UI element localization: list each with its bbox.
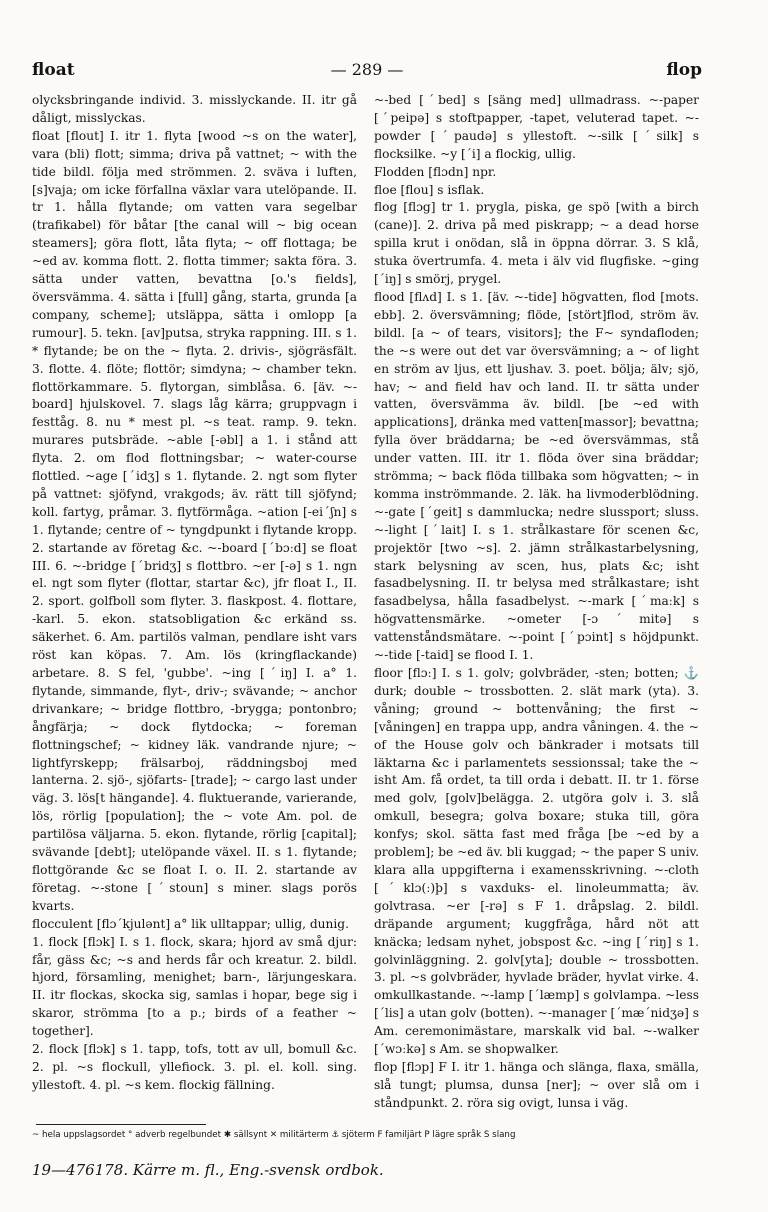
footnote-divider bbox=[36, 1124, 206, 1125]
entry-flop: flop [flɔp] F I. itr 1. hänga och slänga, flaxa, smälla, slå tungt; plumsa, dunsa [ner]; ~ over slå om i ståndpunkt. 2. röra sig ovigt, lunsa i väg. bbox=[374, 1059, 699, 1110]
entry-float: float [flout] I. itr 1. flyta [wood ~s on the water], vara (bli) flott; simma; driva på vattnet; ~ with the tide bildl. följa med strömmen. 2. sväva i luften, [s]vaja; om icke förfallna växlar vara utelöpande. II. tr 1. hålla flytande; om vatten vara segelbar (trafikabel) för båtar [the canal will ~ big ocean steamers]; göra flott, låta flyta; ~ off flottaga; be ~ed av. komma flott. 2. flotta timmer; sakta föra. 3. sätta under vatten, bevattna [o.'s fields], översvämma. 4. sätta i [full] gång, starta, grunda [a company, scheme]; utsläppa, sätta i omlopp [a rumour]. 5. tekn. [av]putsa, stryka rappning. III. s 1. * flytande; be on the ~ flyta. 2. drivis-, sjögräsfält. 3. flotte. 4. flöte; flottör; simdyna; ~ chamber tekn. flottörkammare. 5. flytorgan, simblåsa. 6. [äv. ~-board] hjulskovel. 7. slags låg kärra; gruppvagn i festtåg. 8. nu * mest pl. ~s teat. ramp. 9. tekn. murares putsbräde. ~able [-əbl] a 1. i stånd att flyta. 2. om flod flottningsbar; ~ water-course flottled. ~age [ˊidʒ] s 1. flytande. 2. ngt som flyter på vattnet: sjöfynd, vrakgods; äv. rätt till sjöfynd; koll. fartyg, pråmar. 3. flytförmåga. ~ation [-eiˊʃn] s 1. flytande; centre of ~ tyngdpunkt i flytande kropp. 2. startande av företag &c. ~-board [ˊbɔːd] se float III. 6. ~-bridge [ˊbridʒ] s flottbro. ~er [-ə] s 1. ngn el. ngt som flyter (flottar, startar &c), jfr float I., II. 2. sport. golfboll som flyter. 3. flaskpost. 4. flottare, -karl. 5. ekon. statsobligation &c erkänd ss. säkerhet. 6. Am. partilös valman, pendlare isht vars röst kan köpas. 7. Am. lös (kringflackande) arbetare. 8. S fel, 'gubbe'. ~ing [ˊiŋ] I. a° 1. flytande, simmande, flyt-, driv-; svävande; ~ anchor drivankare; ~ bridge flottbro, -brygga; pontonbro; ångfärja; ~ dock flytdocka; ~ foreman flottningschef; ~ kidney läk. vandrande njure; ~ lightfyrskepp; frälsarboj, räddningsboj med lanterna. 2. sjö-, sjöfarts- [trade]; ~ cargo last under väg. 3. lös[t hängande]. 4. fluktuerande, varierande, lös, rörlig [population]; the ~ vote Am. pol. de partilösa väljarna. 5. ekon. flytande, rörlig [capital]; svävande [debt]; utelöpande växel. II. s 1. flytande; flottgörande &c se float I. o. II. 2. startande av företag. ~-stone [ˊstoun] s miner. slags porös kvarts. bbox=[32, 128, 357, 913]
entry-floe: floe [flou] s isflak. bbox=[374, 182, 485, 197]
right-column bbox=[374, 92, 699, 1118]
page-header bbox=[32, 60, 702, 84]
entry-flocculent: flocculent [flɔˊkjulənt] a° lik ulltappar; ullig, dunig. bbox=[32, 916, 349, 931]
page-number: — 289 — bbox=[330, 60, 404, 79]
entry-flock-2: 2. flock [flɔk] s 1. tapp, tofs, tott av ull, bomull &c. 2. pl. ~s flockull, yllefiock. 3. pl. el. koll. sing. yllestoft. 4. pl. ~s kem. flockig fällning. bbox=[32, 1042, 357, 1092]
signature-footer: 19—476178. Kärre m. fl., Eng.-svensk ordbok. bbox=[32, 1161, 384, 1179]
entry-continuation: olycksbringande individ. 3. misslyckande. II. itr gå dåligt, misslyckas. bbox=[32, 93, 357, 125]
entry-flodden: Flodden [flɔdn] npr. bbox=[374, 164, 497, 179]
entry-flock-compounds: ~-bed [ˊbed] s [säng med] ullmadrass. ~-paper [ˊpeipə] s stoftpapper, -tapet, veluterad tapet. ~-powder [ˊpaudə] s yllestoft. ~-silk [ˊsilk] s flocksilke. ~y [ˊi] a flockig, ullig. bbox=[374, 93, 699, 161]
symbol-legend: ~ hela uppslagsordet ° adverb regelbundet ✱ sällsynt ✕ militärterm ⚓ sjöterm F familjärt P lägre språk S slang bbox=[32, 1130, 516, 1140]
entry-floor: floor [flɔː] I. s 1. golv; golvbräder, -sten; botten; ⚓ durk; double ~ trossbotten. 2. slät mark (yta). 3. våning; ground ~ bottenvåning; the first ~ [våningen] en trappa upp, andra våningen. 4. the ~ of the House golv och bänkrader i motsats till läktarna &c i parlamentets sessionssal; take the ~ isht Am. få ordet, ta till orda i debatt. II. tr 1. förse med golv, [golv]belägga. 2. utgöra golv i. 3. slå omkull, besegra; golva boxare; stuka till, göra konfys; skol. sätta fast med fråga [be ~ed by a problem]; be ~ed äv. bli kuggad; ~ the paper S univ. klara alla uppgifterna i examensskrivning. ~-cloth [ˊklɔ(ː)þ] s vaxduks- el. linoleummatta; äv. golvtrasa. ~er [-rə] s F 1. dråpslag. 2. bildl. dräpande argument; kuggfråga, hård nöt att knäcka; ledsam nyhet, jobspost &c. ~ing [ˊriŋ] s 1. golvinläggning. 2. golv[yta]; double ~ trossbotten. 3. pl. ~s golvbräder, hyvlade bräder, hyvlat virke. 4. omkullkastande. ~-lamp [ˊlæmp] s golvlampa. ~less [ˊlis] a utan golv (botten). ~-manager [ˊmæˊnidʒə] s Am. ceremonimästare, marskalk vid bal. ~-walker [ˊwɔːkə] s Am. se shopwalker. bbox=[374, 666, 699, 1057]
left-guide-word: float bbox=[32, 60, 75, 80]
entry-flock-1: 1. flock [flɔk] I. s 1. flock, skara; hjord av små djur: får, gäss &c; ~s and herds får och kreatur. 2. bildl. hjord, församling, menighet; barn-, lärjungeskara. II. itr flockas, skocka sig, samlas i hopar, bege sig i skaror, strömma [to a p.; birds of a feather ~ together]. bbox=[32, 934, 357, 1039]
entry-flood: flood [flʌd] I. s 1. [äv. ~-tide] högvatten, flod [mots. ebb]. 2. översvämning; flöde, [stört]flod, ström äv. bildl. [a ~ of tears, visitors]; the F~ syndafloden; the ~s were out det var översvämning; a ~ of light en ström av ljus, ett ljushav. 3. poet. bölja; älv; sjö, hav; ~ and field hav och land. II. tr sätta under vatten, översvämma äv. bildl. [be ~ed with applications], dränka med vatten[massor]; bevattna; fylla över bräddarna; be ~ed översvämmas, stå under vatten. III. itr 1. flöda över sina bräddar; strömma; ~ back flöda tillbaka som högvatten; ~ in komma inströmmande. 2. läk. ha livmoderblödning. ~-gate [ˊgeit] s dammlucka; nedre slussport; sluss. ~-light [ˊlait] I. s 1. strålkastare för scenen &c, projektör [two ~s]. 2. jämn strålkastarbelysning, stark belysning av scen, hus, plats &c; isht fasadbelysning. II. tr belysa med strålkastare; isht fasadbelysa, hålla fasadbelyst. ~-mark [ˊmaːk] s högvattensmärke. ~ometer [-ɔˊmitə] s vattenståndsmätare. ~-point [ˊpɔint] s höjdpunkt. ~-tide [-taid] se flood I. 1. bbox=[374, 289, 699, 663]
right-guide-word: flop bbox=[666, 60, 702, 80]
left-column bbox=[32, 92, 357, 1118]
entry-flog: flog [flɔg] tr 1. prygla, piska, ge spö [with a birch (cane)]. 2. driva på med piskrapp; ~ a dead horse spilla krut i onödan, slå in öppna dörrar. 3. S klå, stuka övertrumfa. 4. meta i älv vid flugfiske. ~ging [ˊiŋ] s smörj, prygel. bbox=[374, 200, 699, 287]
